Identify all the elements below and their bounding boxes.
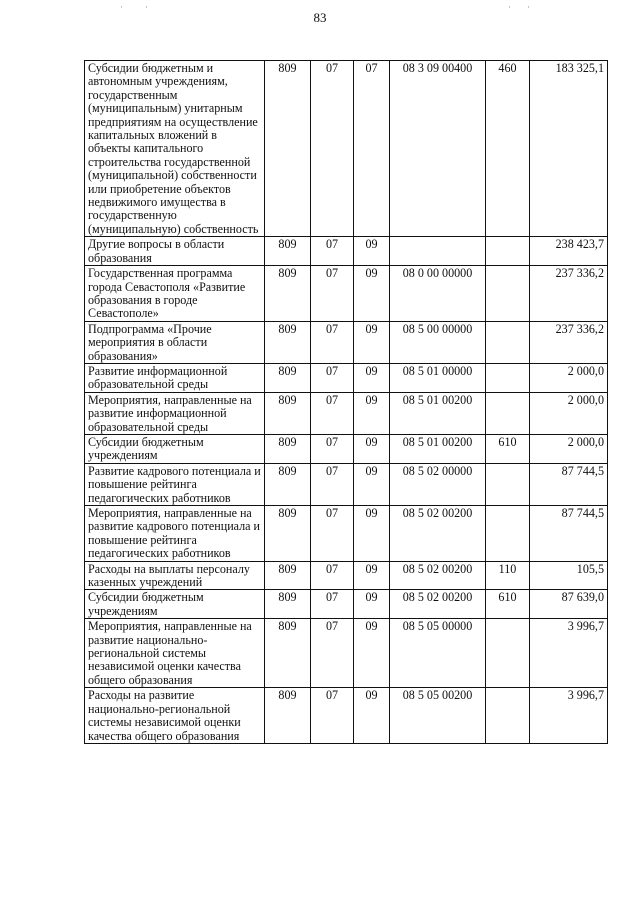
department-code-cell: 809 [265, 590, 311, 619]
table-row [85, 688, 608, 744]
expense-type-code-cell [486, 463, 530, 505]
expense-type-code-cell [486, 688, 530, 744]
department-code-cell: 809 [265, 619, 311, 688]
department-code-cell: 809 [265, 363, 311, 392]
subsection-code-cell: 09 [354, 463, 390, 505]
expense-name-cell: Мероприятия, направленные на развитие национально-региональной системы независимой оценки качества общего образования [85, 619, 265, 688]
department-code-cell: 809 [265, 463, 311, 505]
expense-name-cell: Субсидии бюджетным учреждениям [85, 590, 265, 619]
subsection-code-cell: 09 [354, 434, 390, 463]
subsection-code-cell: 09 [354, 237, 390, 266]
page-number: 83 [313, 10, 327, 25]
expense-type-code-cell: 460 [486, 61, 530, 237]
section-code-cell: 07 [311, 363, 354, 392]
amount-cell: 87 639,0 [530, 590, 608, 619]
section-code-cell: 07 [311, 561, 354, 590]
section-code-cell: 07 [311, 392, 354, 434]
table-row [85, 434, 608, 463]
amount-cell: 237 336,2 [530, 321, 608, 363]
department-code-cell: 809 [265, 266, 311, 322]
scan-artifact: · [527, 2, 530, 12]
amount-cell: 87 744,5 [530, 463, 608, 505]
subsection-code-cell: 09 [354, 561, 390, 590]
expense-type-code-cell [486, 392, 530, 434]
target-item-code-cell: 08 5 01 00000 [390, 363, 486, 392]
subsection-code-cell: 09 [354, 266, 390, 322]
subsection-code-cell: 09 [354, 363, 390, 392]
target-item-code-cell: 08 5 02 00200 [390, 590, 486, 619]
expense-type-code-cell [486, 321, 530, 363]
table-row [85, 506, 608, 562]
expense-type-code-cell [486, 363, 530, 392]
subsection-code-cell: 09 [354, 321, 390, 363]
expense-type-code-cell [486, 619, 530, 688]
department-code-cell: 809 [265, 321, 311, 363]
target-item-code-cell: 08 5 01 00200 [390, 434, 486, 463]
expense-name-cell: Государственная программа города Севастополя «Развитие образования в городе Севастополе» [85, 266, 265, 322]
section-code-cell: 07 [311, 61, 354, 237]
expense-name-cell: Субсидии бюджетным и автономным учреждениям, государственным (муниципальным) унитарным предприятиям на осуществление капитальных вложений в объекты капитального строительства государственной (муниципальной) собственности или приобретение объектов недвижимого имущества в государственную (муниципальную) собственность [85, 61, 265, 237]
budget-table [84, 60, 608, 744]
target-item-code-cell: 08 0 00 00000 [390, 266, 486, 322]
table-row [85, 363, 608, 392]
department-code-cell: 809 [265, 434, 311, 463]
amount-cell: 3 996,7 [530, 619, 608, 688]
subsection-code-cell: 09 [354, 506, 390, 562]
amount-cell: 238 423,7 [530, 237, 608, 266]
target-item-code-cell: 08 5 01 00200 [390, 392, 486, 434]
expense-name-cell: Развитие информационной образовательной среды [85, 363, 265, 392]
expense-type-code-cell [486, 266, 530, 322]
expense-name-cell: Расходы на развитие национально-региональной системы независимой оценки качества общего образования [85, 688, 265, 744]
subsection-code-cell: 09 [354, 688, 390, 744]
target-item-code-cell [390, 237, 486, 266]
expense-name-cell: Мероприятия, направленные на развитие информационной образовательной среды [85, 392, 265, 434]
department-code-cell: 809 [265, 61, 311, 237]
target-item-code-cell: 08 5 02 00000 [390, 463, 486, 505]
expense-name-cell: Развитие кадрового потенциала и повышение рейтинга педагогических работников [85, 463, 265, 505]
subsection-code-cell: 07 [354, 61, 390, 237]
subsection-code-cell: 09 [354, 392, 390, 434]
scan-artifact: · [145, 2, 148, 12]
section-code-cell: 07 [311, 463, 354, 505]
target-item-code-cell: 08 3 09 00400 [390, 61, 486, 237]
table-row [85, 61, 608, 237]
table-row [85, 590, 608, 619]
table-row [85, 237, 608, 266]
target-item-code-cell: 08 5 05 00200 [390, 688, 486, 744]
expense-name-cell: Другие вопросы в области образования [85, 237, 265, 266]
amount-cell: 2 000,0 [530, 392, 608, 434]
table-row [85, 561, 608, 590]
target-item-code-cell: 08 5 00 00000 [390, 321, 486, 363]
department-code-cell: 809 [265, 506, 311, 562]
expense-name-cell: Подпрограмма «Прочие мероприятия в области образования» [85, 321, 265, 363]
section-code-cell: 07 [311, 590, 354, 619]
expense-name-cell: Субсидии бюджетным учреждениям [85, 434, 265, 463]
table-row [85, 463, 608, 505]
amount-cell: 2 000,0 [530, 434, 608, 463]
section-code-cell: 07 [311, 266, 354, 322]
section-code-cell: 07 [311, 434, 354, 463]
target-item-code-cell: 08 5 05 00000 [390, 619, 486, 688]
table-row [85, 321, 608, 363]
section-code-cell: 07 [311, 506, 354, 562]
section-code-cell: 07 [311, 688, 354, 744]
section-code-cell: 07 [311, 237, 354, 266]
amount-cell: 3 996,7 [530, 688, 608, 744]
department-code-cell: 809 [265, 237, 311, 266]
target-item-code-cell: 08 5 02 00200 [390, 561, 486, 590]
scan-artifact: · [120, 2, 123, 12]
expense-name-cell: Мероприятия, направленные на развитие кадрового потенциала и повышение рейтинга педагогических работников [85, 506, 265, 562]
department-code-cell: 809 [265, 392, 311, 434]
target-item-code-cell: 08 5 02 00200 [390, 506, 486, 562]
expense-type-code-cell: 610 [486, 590, 530, 619]
expense-type-code-cell [486, 237, 530, 266]
section-code-cell: 07 [311, 321, 354, 363]
subsection-code-cell: 09 [354, 590, 390, 619]
table-row [85, 392, 608, 434]
amount-cell: 183 325,1 [530, 61, 608, 237]
expense-type-code-cell: 610 [486, 434, 530, 463]
amount-cell: 2 000,0 [530, 363, 608, 392]
department-code-cell: 809 [265, 688, 311, 744]
table-row [85, 266, 608, 322]
amount-cell: 237 336,2 [530, 266, 608, 322]
expense-type-code-cell [486, 506, 530, 562]
expense-name-cell: Расходы на выплаты персоналу казенных учреждений [85, 561, 265, 590]
scan-artifact: · [508, 2, 511, 12]
table-row [85, 619, 608, 688]
department-code-cell: 809 [265, 561, 311, 590]
expense-type-code-cell: 110 [486, 561, 530, 590]
subsection-code-cell: 09 [354, 619, 390, 688]
amount-cell: 105,5 [530, 561, 608, 590]
amount-cell: 87 744,5 [530, 506, 608, 562]
section-code-cell: 07 [311, 619, 354, 688]
